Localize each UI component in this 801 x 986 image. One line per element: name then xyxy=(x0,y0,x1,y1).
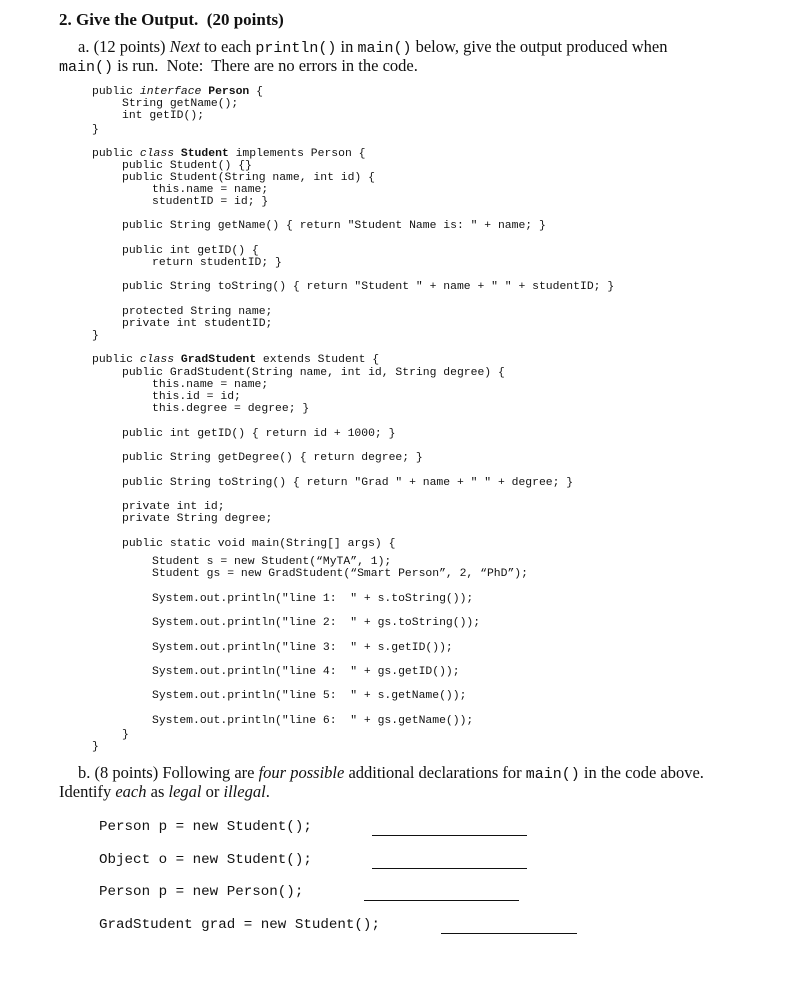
code-main-s-decl: Student s = new Student(“MyTA”, 1); xyxy=(152,556,392,568)
code-student-l2: public Student() {} xyxy=(122,160,252,172)
declaration-4: GradStudent grad = new Student(); xyxy=(99,917,380,933)
code-println-line5: System.out.println("line 5: " + s.getName()); xyxy=(152,690,467,702)
code-person-l4: } xyxy=(92,124,99,136)
code-println-line3: System.out.println("line 3: " + s.getID()); xyxy=(152,642,453,654)
code-person-l3: int getID(); xyxy=(122,110,205,122)
answer-blank-2[interactable] xyxy=(372,868,527,869)
part-a-line2: main() is run. Note: There are no errors in the code. xyxy=(59,56,418,76)
answer-blank-1[interactable] xyxy=(372,835,527,836)
code-println-line2: System.out.println("line 2: " + gs.toString()); xyxy=(152,617,481,629)
code-student-l5: studentID = id; } xyxy=(152,196,269,208)
code-grad-l4: this.id = id; xyxy=(152,391,241,403)
code-println-line6: System.out.println("line 6: " + gs.getName()); xyxy=(152,715,474,727)
code-grad-close: } xyxy=(92,741,99,753)
code-student-l10: protected String name; xyxy=(122,306,273,318)
code-grad-l5: this.degree = degree; } xyxy=(152,403,310,415)
code-person-l2: String getName(); xyxy=(122,98,239,110)
code-grad-l1: public class GradStudent extends Student { xyxy=(92,354,380,366)
code-student-l12: } xyxy=(92,330,99,342)
part-b-line2: Identify each as legal or illegal. xyxy=(59,782,270,801)
code-main-gs-decl: Student gs = new GradStudent(“Smart Person”, 2, “PhD”); xyxy=(152,568,528,580)
code-student-l8: return studentID; } xyxy=(152,257,282,269)
part-a-points: (12 points) xyxy=(93,37,166,56)
question-heading: 2. Give the Output. (20 points) xyxy=(59,10,284,29)
code-println-line1: System.out.println("line 1: " + s.toString()); xyxy=(152,593,474,605)
code-student-l7: public int getID() { xyxy=(122,245,259,257)
part-b-line1: b. (8 points) Following are four possible additional declarations for main() in the code above. xyxy=(78,763,704,783)
println-code: println() xyxy=(255,40,337,57)
part-b-label: b. xyxy=(78,763,91,782)
code-grad-l8: public String toString() { return "Grad " + name + " " + degree; } xyxy=(122,477,574,489)
part-a-next: Next xyxy=(169,37,200,56)
code-grad-l7: public String getDegree() { return degree; } xyxy=(122,452,423,464)
code-person-l1: public interface Person { xyxy=(92,86,263,98)
code-student-l11: private int studentID; xyxy=(122,318,273,330)
code-student-l1: public class Student implements Person { xyxy=(92,148,366,160)
declaration-2: Object o = new Student(); xyxy=(99,852,312,868)
code-grad-l6: public int getID() { return id + 1000; } xyxy=(122,428,396,440)
answer-blank-4[interactable] xyxy=(441,933,577,934)
code-student-l4: this.name = name; xyxy=(152,184,269,196)
code-main-close: } xyxy=(122,729,129,741)
code-grad-l2: public GradStudent(String name, int id, String degree) { xyxy=(122,367,505,379)
code-student-l6: public String getName() { return "Student Name is: " + name; } xyxy=(122,220,546,232)
code-grad-l3: this.name = name; xyxy=(152,379,269,391)
part-a-line1: a. (12 points) Next to each println() in main() below, give the output produced when xyxy=(78,37,668,57)
code-grad-l9: private int id; xyxy=(122,501,225,513)
part-a-label: a. xyxy=(78,37,90,56)
declaration-1: Person p = new Student(); xyxy=(99,819,312,835)
code-student-l9: public String toString() { return "Student " + name + " " + studentID; } xyxy=(122,281,615,293)
code-println-line4: System.out.println("line 4: " + gs.getID()); xyxy=(152,666,460,678)
code-student-l3: public Student(String name, int id) { xyxy=(122,172,375,184)
code-main-signature: public static void main(String[] args) { xyxy=(122,538,396,550)
main-code: main() xyxy=(357,40,412,57)
declaration-3: Person p = new Person(); xyxy=(99,884,304,900)
answer-blank-3[interactable] xyxy=(364,900,519,901)
part-b-points: (8 points) xyxy=(94,763,159,782)
code-grad-l10: private String degree; xyxy=(122,513,273,525)
